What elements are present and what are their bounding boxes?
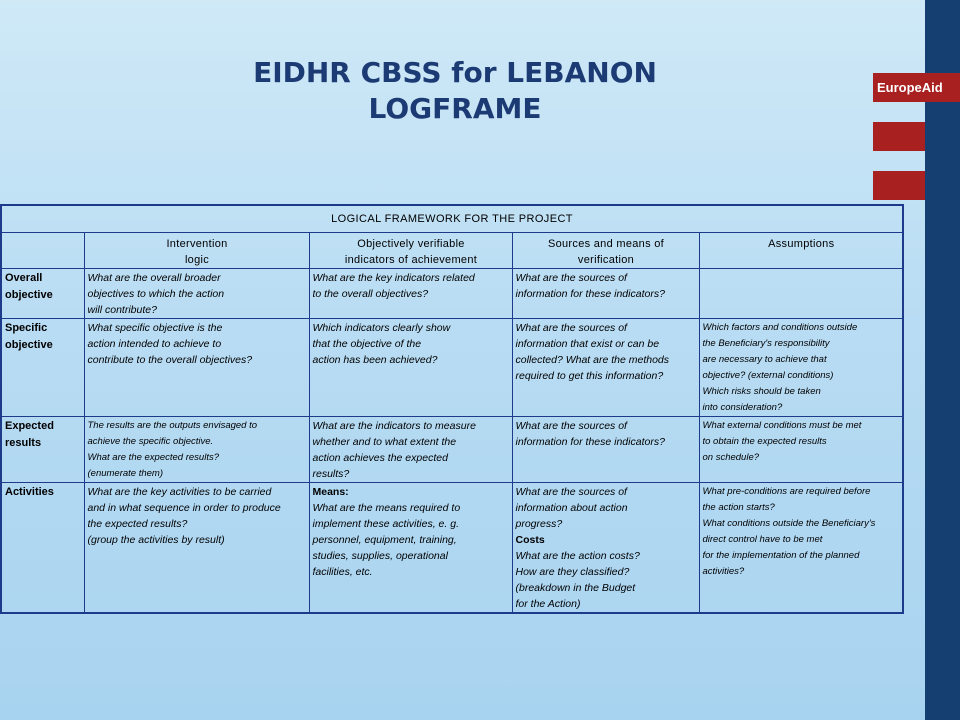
cell-results-sources: What are the sources of information for these indicators?: [512, 417, 699, 483]
table-row: [1, 417, 903, 483]
header-cell-empty: [1, 233, 84, 269]
cell-activities-assumptions: What pre-conditions are required before the action starts? What conditions outside the Beneficiary's direct control have to be met for the implementation of the planned activities?: [699, 483, 903, 614]
cell-results-logic: The results are the outputs envisaged to achieve the specific objective. What are the expected results? (enumerate them): [84, 417, 309, 483]
slide-title-line-2: LOGFRAME: [368, 92, 542, 125]
logframe-table: [0, 204, 904, 614]
table-row: [1, 269, 903, 319]
header-intervention-logic: Intervention logic: [84, 233, 309, 269]
costs-label: Costs: [515, 534, 545, 546]
table-title-row: [1, 205, 903, 233]
table-row: [1, 483, 903, 614]
means-label: Means:: [312, 486, 349, 498]
cell-activities-means: [309, 483, 512, 614]
cell-activities-logic: What are the key activities to be carried and in what sequence in order to produce the expected results? (group the activities by result): [84, 483, 309, 614]
cell-overall-logic: What are the overall broader objectives to which the action will contribute?: [84, 269, 309, 319]
right-brand-band: [925, 0, 960, 720]
table-header-row: [1, 233, 903, 269]
row-label-overall-objective: Overall objective: [1, 269, 84, 319]
header-assumptions: Assumptions: [699, 233, 903, 269]
cell-specific-sources: What are the sources of information that exist or can be collected? What are the methods required to get this information?: [512, 319, 699, 417]
header-sources: Sources and means of verification: [512, 233, 699, 269]
decorative-red-bar-2: [873, 171, 925, 200]
slide-title: [160, 55, 750, 127]
table-title: LOGICAL FRAMEWORK FOR THE PROJECT: [1, 205, 903, 233]
cell-results-assumptions: What external conditions must be met to obtain the expected results on schedule?: [699, 417, 903, 483]
activities-sources-text: What are the sources of information about action progress?: [515, 486, 628, 530]
costs-text: What are the action costs? How are they classified? (breakdown in the Budget for the Action): [515, 550, 640, 610]
cell-specific-assumptions: Which factors and conditions outside the Beneficiary's responsibility are necessary to achieve that objective? (external conditions) Which risks should be taken into consideration?: [699, 319, 903, 417]
cell-overall-indicators: What are the key indicators related to the overall objectives?: [309, 269, 512, 319]
decorative-red-bar-1: [873, 122, 925, 151]
cell-specific-logic: What specific objective is the action intended to achieve to contribute to the overall objectives?: [84, 319, 309, 417]
row-label-expected-results: Expected results: [1, 417, 84, 483]
header-indicators: Objectively verifiable indicators of achievement: [309, 233, 512, 269]
europeaid-logo: EuropeAid: [873, 73, 960, 102]
cell-activities-sources: [512, 483, 699, 614]
cell-overall-assumptions: [699, 269, 903, 319]
cell-overall-sources: What are the sources of information for these indicators?: [512, 269, 699, 319]
table-row: [1, 319, 903, 417]
slide-title-line-1: EIDHR CBSS for LEBANON: [253, 56, 657, 89]
row-label-specific-objective: Specific objective: [1, 319, 84, 417]
row-label-activities: Activities: [1, 483, 84, 614]
cell-results-indicators: What are the indicators to measure whether and to what extent the action achieves the expected results?: [309, 417, 512, 483]
means-text: What are the means required to implement these activities, e. g. personnel, equipment, training, studies, supplies, operational facilities, etc.: [312, 502, 461, 578]
cell-specific-indicators: Which indicators clearly show that the objective of the action has been achieved?: [309, 319, 512, 417]
